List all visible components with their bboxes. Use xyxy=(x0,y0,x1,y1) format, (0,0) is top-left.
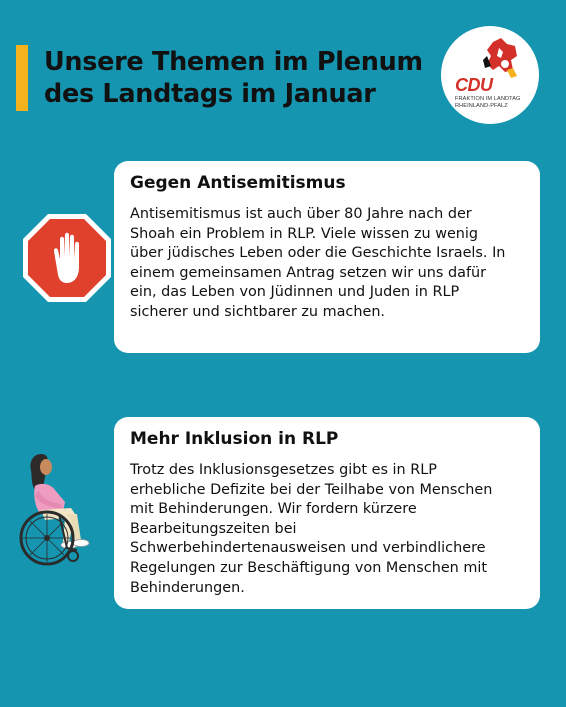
stop-hand-icon xyxy=(22,213,112,303)
topic-line: Trotz des Inklusionsgesetzes gibt es in RLP xyxy=(130,462,437,478)
accent-bar xyxy=(16,45,28,111)
topic-line: Schwerbehindertenausweisen und verbindlichere xyxy=(130,540,486,557)
topic-line: ein, das Leben von Jüdinnen und Juden in RLP xyxy=(130,284,460,301)
topic-heading: Gegen Antisemitismus xyxy=(130,173,346,193)
page-title-line-2: des Landtags im Januar xyxy=(44,79,376,109)
topic-card-antisemitismus xyxy=(114,161,540,353)
logo-subline-1: FRAKTION IM LANDTAG xyxy=(455,96,521,102)
page-title xyxy=(44,46,434,110)
cdu-logo xyxy=(441,26,539,124)
topic-line: einem gemeinsamen Antrag setzen wir uns dafür xyxy=(130,264,487,281)
topic-card-inklusion xyxy=(114,417,540,609)
topic-line: Behinderungen. xyxy=(130,579,245,596)
page-title-line-1: Unsere Themen im Plenum xyxy=(44,47,423,77)
topic-line: erhebliche Defizite bei der Teilhabe von Menschen xyxy=(130,481,493,498)
logo-subline-2: RHEINLAND-PFALZ xyxy=(455,103,508,109)
topic-line: mit Behinderungen. Wir fordern kürzere xyxy=(130,501,417,518)
topic-line: Bearbeitungszeiten bei xyxy=(130,520,297,537)
topic-line: Regelungen zur Beschäftigung von Menschen mit xyxy=(130,559,488,576)
wheelchair-person-icon xyxy=(19,450,113,572)
topic-body xyxy=(130,461,526,598)
cdu-wordmark: CDU xyxy=(455,75,493,95)
topic-body xyxy=(130,205,526,323)
topic-line: über jüdisches Leben oder die Geschichte Israels. In xyxy=(130,245,506,262)
topic-heading: Mehr Inklusion in RLP xyxy=(130,429,339,449)
topic-line: Shoah ein Problem in RLP. Viele wissen zu wenig xyxy=(130,225,479,242)
topic-line: sicherer und sichtbarer zu machen. xyxy=(130,303,386,320)
topic-line: Antisemitismus ist auch über 80 Jahre nach der xyxy=(130,206,472,222)
